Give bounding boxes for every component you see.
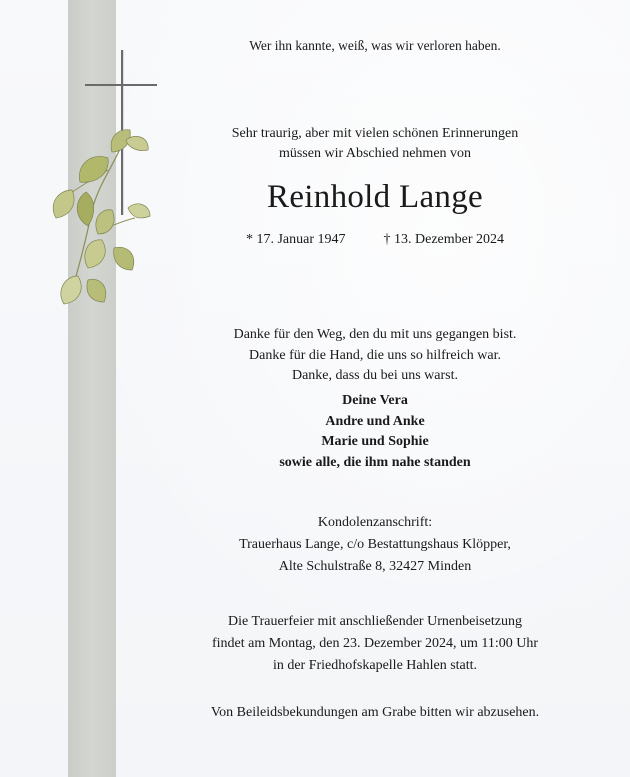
- condolence-address: [160, 512, 590, 578]
- mourner: Deine Vera: [342, 393, 408, 408]
- mourner: Marie und Sophie: [321, 434, 429, 449]
- death-date: † 13. Dezember 2024: [383, 232, 505, 247]
- verse-line: Danke für die Hand, die uns so hilfreich war.: [249, 347, 501, 363]
- birth-date: * 17. Januar 1947: [245, 232, 346, 247]
- thanks-verse: [160, 325, 590, 387]
- intro-line: Sehr traurig, aber mit vielen schönen Erinnerungen: [231, 126, 519, 141]
- mourner: sowie alle, die ihm nahe standen: [279, 454, 471, 470]
- closing-note: Von Beileidsbekundungen am Grabe bitten wir abzusehen.: [210, 705, 540, 720]
- deceased-name: Reinhold Lange: [267, 179, 483, 215]
- ceremony-line: Die Trauerfeier mit anschließender Urnenbeisetzung: [228, 614, 522, 629]
- ceremony-line: in der Friedhofskapelle Hahlen statt.: [272, 658, 478, 673]
- mourner: Andre und Anke: [325, 413, 425, 429]
- motto: Wer ihn kannte, weiß, was wir verloren haben.: [249, 38, 501, 53]
- mourners-list: [160, 391, 590, 473]
- address-line: Trauerhaus Lange, c/o Bestattungshaus Klöpper,: [239, 537, 511, 552]
- intro-line: müssen wir Abschied nehmen von: [278, 146, 472, 161]
- cross-with-ivy-icon: [30, 40, 170, 320]
- verse-line: Danke für den Weg, den du mit uns gegangen bist.: [233, 327, 517, 342]
- life-dates: [160, 230, 590, 250]
- ceremony-line: findet am Montag, den 23. Dezember 2024, um 11:00 Uhr: [211, 636, 539, 651]
- verse-line: Danke, dass du bei uns warst.: [291, 368, 459, 383]
- address-line: Alte Schulstraße 8, 32427 Minden: [278, 559, 472, 574]
- ceremony-info: [160, 611, 590, 677]
- address-line: Kondolenzanschrift:: [317, 515, 433, 530]
- intro-text: [160, 124, 590, 164]
